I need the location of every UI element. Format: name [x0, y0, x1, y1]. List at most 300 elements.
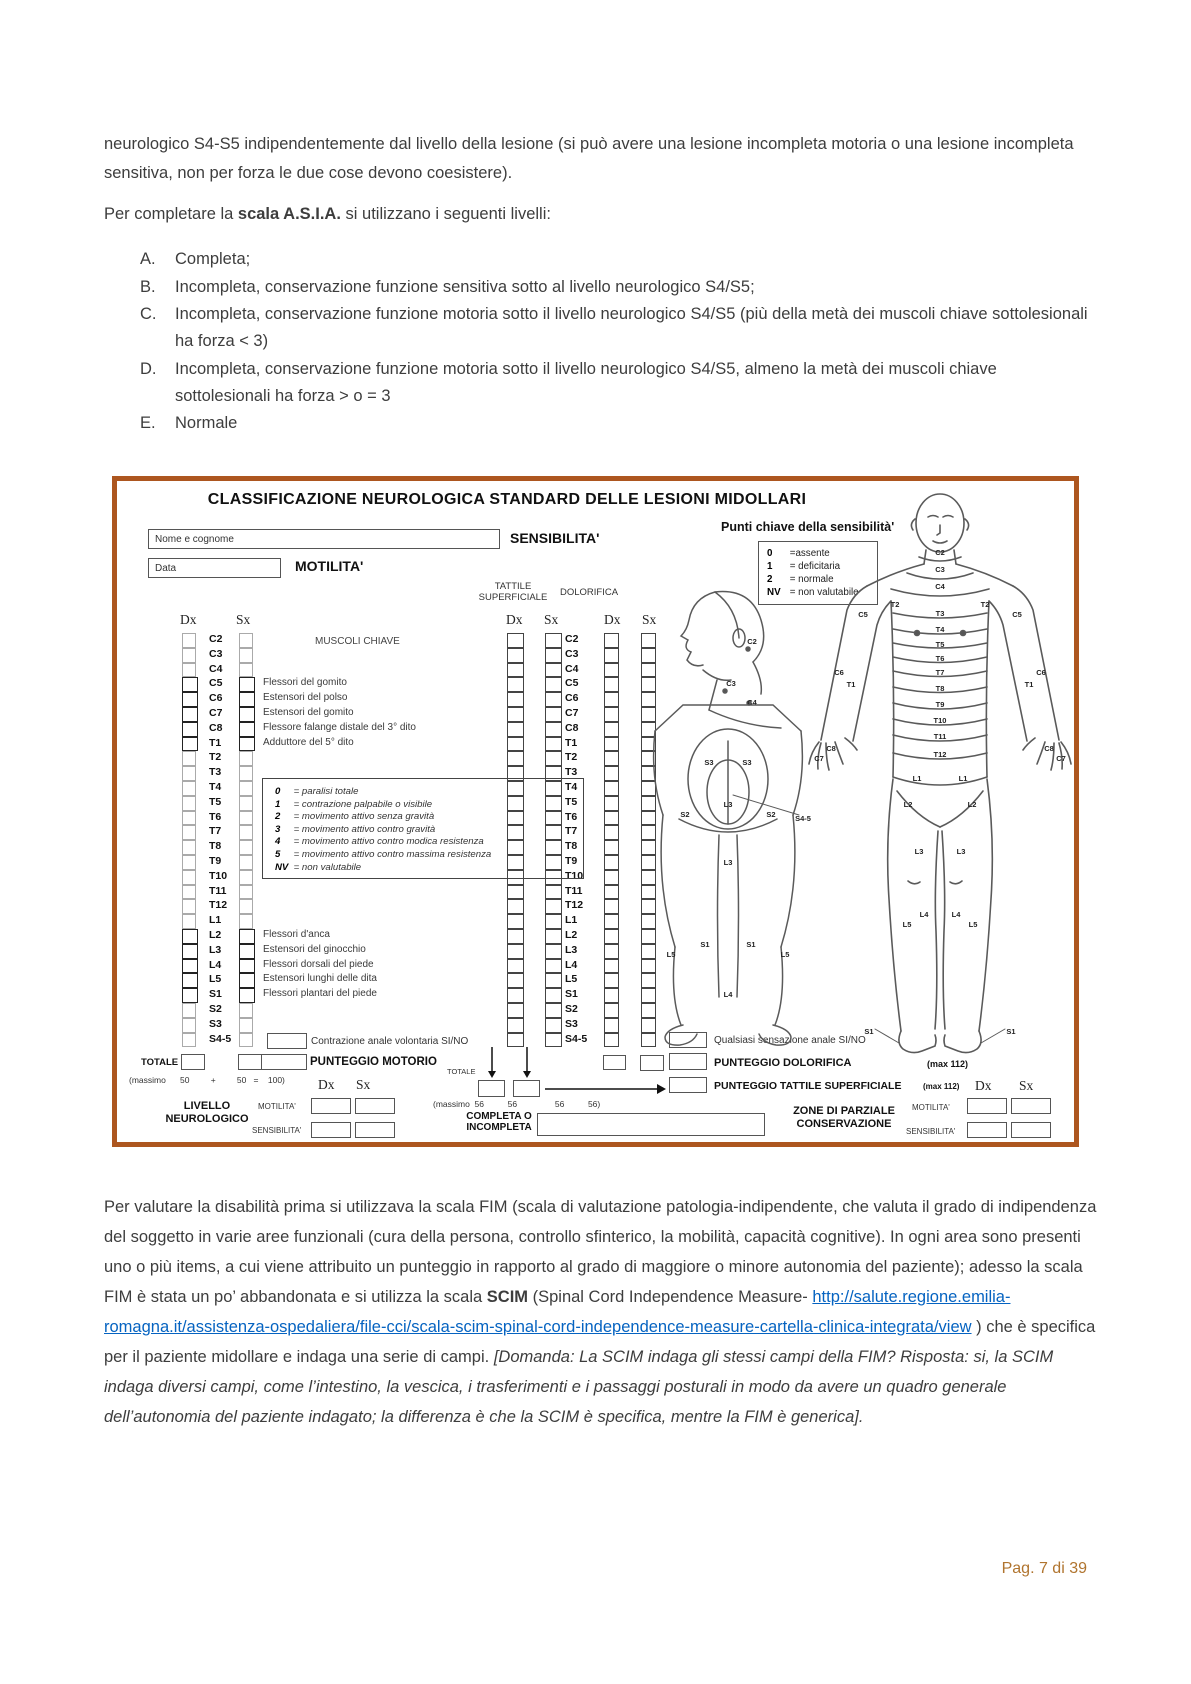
dermatome-label-L4: L4 — [723, 990, 733, 999]
motor-sx-box-T9[interactable] — [239, 855, 253, 870]
tattile-total-dx-box[interactable] — [478, 1080, 505, 1097]
motor-sx-box-L3[interactable] — [239, 944, 255, 959]
motor-sx-box-L4[interactable] — [239, 959, 255, 974]
dermatome-label-S3: S3 — [742, 758, 752, 767]
motor-dx-box-C2[interactable] — [182, 633, 196, 648]
motor-sx-box-T3[interactable] — [239, 766, 253, 781]
motor-level-label: S4-5 — [209, 1032, 232, 1045]
dolorifica-dx-box-L5[interactable] — [604, 973, 619, 988]
motor-dx-box-C6[interactable] — [182, 692, 198, 707]
tattile-sx-box-L4[interactable] — [545, 959, 562, 974]
tattile-dx-box-S4-5[interactable] — [507, 1033, 524, 1048]
paragraph-fim-scim — [104, 1192, 1104, 1432]
dolorifica-dx-box-C2[interactable] — [604, 633, 619, 648]
motor-dx-box-S4-5[interactable] — [182, 1033, 196, 1048]
motor-dx-box-T2[interactable] — [182, 751, 196, 766]
list-text: Incompleta, conservazione funzione sensitiva sotto al livello neurologico S4/S5; — [175, 277, 755, 296]
date-field[interactable] — [148, 558, 281, 578]
dermatome-label-T12: T12 — [933, 750, 947, 759]
motor-sx-box-S2[interactable] — [239, 1003, 253, 1018]
muscle-label: Estensori del ginocchio — [263, 943, 366, 955]
motor-dx-box-T6[interactable] — [182, 811, 196, 826]
tattile-dx-box-C4[interactable] — [507, 663, 524, 678]
sensory-level-label: T2 — [565, 751, 578, 764]
dolorifica-sx-box-C5[interactable] — [641, 677, 656, 692]
zone-sensibilita-label: SENSIBILITA' — [906, 1127, 956, 1136]
motor-dx-box-L4[interactable] — [182, 959, 198, 974]
dermatome-label-C2: C2 — [935, 548, 945, 557]
asia-pre: Per completare la — [104, 205, 238, 223]
sensory-level-label: T5 — [565, 795, 578, 808]
tattile-dx-box-C2[interactable] — [507, 633, 524, 648]
motor-dx-box-T10[interactable] — [182, 870, 196, 885]
livello-motilita-label: MOTILITA' — [258, 1102, 296, 1111]
list-item-b — [140, 274, 1090, 301]
dolorifica-dx-box-L4[interactable] — [604, 959, 619, 974]
tattile-dx-box-S1[interactable] — [507, 988, 524, 1003]
motor-scale-line: 5 = movimento attivo contro massima resistenza — [275, 848, 492, 860]
motor-sx-box-T6[interactable] — [239, 811, 253, 826]
motor-level-label: C3 — [209, 647, 223, 660]
sensibilita-header: SENSIBILITA' — [510, 530, 600, 546]
sensory-row-C2 — [507, 633, 677, 648]
motor-sx-box-T2[interactable] — [239, 751, 253, 766]
dermatome-label-C6: C6 — [1036, 668, 1046, 677]
dolorifica-dx-box-S2[interactable] — [604, 1003, 619, 1018]
dermatome-label-L5: L5 — [666, 950, 676, 959]
dermatome-label-L5: L5 — [902, 920, 912, 929]
motor-level-label: L1 — [209, 914, 222, 927]
muscoli-chiave-header: MUSCOLI CHIAVE — [315, 636, 400, 647]
sensory-level-label: L5 — [565, 973, 578, 986]
tattile-sx-box-T11[interactable] — [545, 885, 562, 900]
tattile-dx-box-S2[interactable] — [507, 1003, 524, 1018]
sensory-scale-line: 1 = deficitaria — [767, 561, 841, 572]
scim-tail: ) che è specifica per il paziente midollare e indaga una serie di campi. — [104, 1318, 1096, 1366]
fim-text: Per valutare la disabilità prima si utilizzava la scala FIM (scala di valutazione patologia-indipendente, che valuta il grado di indipendenza del soggetto in varie aree funzionali (cura della persona, controllo sfinterico, la mobilità, capacità cognitive). In ogni area sono presenti uno o più items, a cui viene attribuito un punteggio in rapporto al grado di maggiore o minore autonomia del paziente); adesso la scala FIM è stata un po’ abbandonata e si utilizza la scala — [104, 1198, 1097, 1306]
dermatome-label-T11: T11 — [933, 732, 947, 741]
muscle-label: Adduttore del 5° dito — [263, 736, 354, 748]
motor-sx-box-T10[interactable] — [239, 870, 253, 885]
dolorifica-dx-box-T6[interactable] — [604, 811, 619, 826]
dolorifica-dx-box-L3[interactable] — [604, 944, 619, 959]
dolorifica-dx-header: Dx — [604, 612, 621, 627]
livello-sensibilita-dx-box[interactable] — [311, 1122, 351, 1138]
dermatome-label-C8: C8 — [1044, 744, 1054, 753]
punteggio-tattile-box[interactable] — [669, 1077, 707, 1093]
motor-level-label: T6 — [209, 810, 222, 823]
tattile-dx-box-S3[interactable] — [507, 1018, 524, 1033]
motor-level-label: C5 — [209, 677, 223, 690]
sensory-level-label: T1 — [565, 736, 578, 749]
contrazione-anale-label: Contrazione anale volontaria SI/NO — [311, 1036, 469, 1047]
dermatome-label-T4: T4 — [935, 625, 945, 634]
tattile-sx-box-T1[interactable] — [545, 737, 562, 752]
sensory-scale-line: 2 = normale — [767, 574, 834, 585]
zone-motilita-dx-box[interactable] — [967, 1098, 1007, 1114]
sensory-level-label: C8 — [565, 721, 579, 734]
tattile-dx-box-L4[interactable] — [507, 959, 524, 974]
tattile-dx-box-T1[interactable] — [507, 737, 524, 752]
tattile-dx-box-C5[interactable] — [507, 677, 524, 692]
dolorifica-dx-box-C6[interactable] — [604, 692, 619, 707]
motor-sx-box-C5[interactable] — [239, 677, 255, 692]
domanda-italic: [Domanda: La SCIM indaga gli stessi campi della FIM? Risposta: si, la SCIM indaga diversi campi, come l’intestino, la vescica, i trasferimenti e i passaggi posturali in modo da avere un quadro generale dell’autonomia del paziente indagato; la differenza è che la SCIM è specifica, mentre la FIM è generica]. — [104, 1348, 1054, 1426]
dolorifica-dx-box-S4-5[interactable] — [604, 1033, 619, 1048]
tattile-sx-box-C8[interactable] — [545, 722, 562, 737]
tattile-dx-box-C3[interactable] — [507, 648, 524, 663]
motor-sx-box-C6[interactable] — [239, 692, 255, 707]
list-item-d — [140, 356, 1090, 410]
motor-level-label: C8 — [209, 721, 223, 734]
dermatome-label-L3: L3 — [914, 847, 924, 856]
motor-sx-box-T8[interactable] — [239, 840, 253, 855]
motor-dx-box-L1[interactable] — [182, 914, 196, 929]
dolorifica-dx-box-T12[interactable] — [604, 899, 619, 914]
tattile-sx-box-L2[interactable] — [545, 929, 562, 944]
motor-level-label: T9 — [209, 855, 222, 867]
date-field-label: Data — [155, 563, 177, 574]
motor-dx-box-L2[interactable] — [182, 929, 198, 944]
list-letter: C. — [140, 305, 157, 323]
motor-level-label: L3 — [209, 943, 222, 956]
asia-post: si utilizzano i seguenti livelli: — [340, 205, 551, 223]
motor-dx-box-L5[interactable] — [182, 973, 198, 988]
tattile-dx-header: Dx — [506, 612, 523, 627]
sensory-level-label: T11 — [565, 884, 583, 897]
sensory-level-label: C6 — [565, 692, 579, 705]
dermatome-label-C6: C6 — [834, 668, 844, 677]
dolorifica-dx-box-S3[interactable] — [604, 1018, 619, 1033]
dolorifica-sx-box-C3[interactable] — [641, 648, 656, 663]
dolorifica-dx-box-T9[interactable] — [604, 855, 619, 870]
tattile-dx-box-T11[interactable] — [507, 885, 524, 900]
livello-motilita-sx-box[interactable] — [355, 1098, 395, 1114]
dolorifica-sx-box-C2[interactable] — [641, 633, 656, 648]
motor-total-dx-box[interactable] — [181, 1054, 205, 1070]
motor-sx-box-T4[interactable] — [239, 781, 253, 796]
dolorifica-dx-box-L1[interactable] — [604, 914, 619, 929]
dermatome-label-L1: L1 — [958, 774, 968, 783]
dermatome-label-T7: T7 — [935, 668, 945, 677]
massimo-sensorio-label: (massimo 56 56 56 56) — [433, 1099, 601, 1109]
motor-total-sx-box[interactable] — [238, 1054, 262, 1070]
list-text: Incompleta, conservazione funzione motoria sotto il livello neurologico S4/S5, almeno la metà dei muscoli chiave sottolesionali ha forza > o = 3 — [175, 359, 997, 405]
sensory-row-C5 — [507, 677, 677, 692]
sensory-level-label: L3 — [565, 943, 578, 956]
dolorifica-dx-box-T1[interactable] — [604, 737, 619, 752]
sensory-scale-line: 0 =assente — [767, 548, 830, 559]
sensory-level-label: L1 — [565, 914, 578, 927]
dolorifica-dx-box-S1[interactable] — [604, 988, 619, 1003]
dermatome-label-T9: T9 — [935, 700, 945, 709]
tattile-sx-box-T12[interactable] — [545, 899, 562, 914]
tattile-sx-box-S1[interactable] — [545, 988, 562, 1003]
motor-dx-box-T1[interactable] — [182, 737, 198, 752]
sensory-level-label: T4 — [565, 781, 578, 793]
muscle-label: Flessori dorsali del piede — [263, 958, 374, 970]
sensory-scale-line: NV = non valutabile — [767, 587, 859, 598]
dermatome-label-S1: S1 — [746, 940, 756, 949]
dolorifica-dx-box-L2[interactable] — [604, 929, 619, 944]
motor-scale-line: 1 = contrazione palpabile o visibile — [275, 798, 433, 810]
dermatome-label-C4: C4 — [747, 698, 757, 707]
motor-sx-box-T1[interactable] — [239, 737, 255, 752]
muscle-label: Flessore falange distale del 3° dito — [263, 721, 416, 733]
motor-sx-box-C2[interactable] — [239, 633, 253, 648]
dolorifica-max-label: (max 112) — [927, 1059, 969, 1069]
tattile-sx-box-L3[interactable] — [545, 944, 562, 959]
page-number: Pag. 7 di 39 — [1001, 1560, 1087, 1577]
tattile-sx-box-T2[interactable] — [545, 751, 562, 766]
motor-dx-box-S2[interactable] — [182, 1003, 196, 1018]
motor-scale-line: 3 = movimento attivo contro gravità — [275, 823, 436, 835]
dolorifica-header: DOLORIFICA — [560, 587, 619, 598]
tattile-sx-box-S3[interactable] — [545, 1018, 562, 1033]
motor-dx-box-C7[interactable] — [182, 707, 198, 722]
motor-sx-box-T11[interactable] — [239, 885, 253, 900]
zone-sensibilita-sx-box[interactable] — [1011, 1122, 1051, 1138]
motor-dx-box-T9[interactable] — [182, 855, 196, 870]
dolorifica-dx-box-T10[interactable] — [604, 870, 619, 885]
sensory-legend-title: Punti chiave della sensibilità' — [721, 520, 895, 534]
motor-sx-box-T12[interactable] — [239, 899, 253, 914]
dolorifica-dx-box-T5[interactable] — [604, 796, 619, 811]
motor-sx-box-C3[interactable] — [239, 648, 253, 663]
motor-sx-box-S1[interactable] — [239, 988, 255, 1003]
motor-scale-line: 0 = paralisi totale — [275, 786, 359, 797]
dolorifica-sx-box-C4[interactable] — [641, 663, 656, 678]
tattile-header: TATTILE SUPERFICIALE — [478, 581, 548, 603]
tattile-sx-box-S4-5[interactable] — [545, 1033, 562, 1048]
dolorifica-dx-box-T7[interactable] — [604, 825, 619, 840]
sensory-level-label: T10 — [565, 869, 584, 882]
dermatome-label-L5: L5 — [968, 920, 978, 929]
dolorifica-dx-box-C5[interactable] — [604, 677, 619, 692]
motor-level-label: T11 — [209, 884, 227, 897]
dolorifica-dx-box-C3[interactable] — [604, 648, 619, 663]
motor-scale-line: 2 = movimento attivo senza gravità — [275, 811, 435, 823]
list-text: Completa; — [175, 250, 251, 268]
tattile-sx-box-C6[interactable] — [545, 692, 562, 707]
motor-level-label: T8 — [209, 840, 222, 853]
dolorifica-dx-box-T11[interactable] — [604, 885, 619, 900]
motor-sx-box-L5[interactable] — [239, 973, 255, 988]
sensory-level-label: C2 — [565, 633, 579, 645]
motor-scale-line: 4 = movimento attivo contro modica resistenza — [275, 836, 484, 848]
motor-dx-header: Dx — [180, 612, 197, 627]
motor-dx-box-T7[interactable] — [182, 825, 196, 840]
dermatome-label-T10: T10 — [933, 716, 947, 725]
sensory-level-label: T8 — [565, 840, 578, 853]
zone-motilita-label: MOTILITA' — [912, 1103, 950, 1112]
tattile-dx-box-C7[interactable] — [507, 707, 524, 722]
motor-sx-box-L1[interactable] — [239, 914, 253, 929]
dermatome-label-T6: T6 — [935, 654, 945, 663]
motor-level-label: C6 — [209, 692, 223, 705]
list-item-a — [140, 246, 1090, 273]
dermatome-label-L4: L4 — [951, 910, 961, 919]
motor-total-sum-box[interactable] — [261, 1054, 307, 1070]
contrazione-anale-box[interactable] — [267, 1033, 307, 1049]
dermatome-label-C3: C3 — [935, 565, 945, 574]
motor-dx-box-T11[interactable] — [182, 885, 196, 900]
motor-dx-box-T3[interactable] — [182, 766, 196, 781]
dermatome-label-C7: C7 — [1056, 754, 1066, 763]
sensory-row-C4 — [507, 663, 677, 678]
dermatome-label-S2: S2 — [680, 810, 690, 819]
livello-motilita-dx-box[interactable] — [311, 1098, 351, 1114]
dermatome-label-C5: C5 — [858, 610, 868, 619]
dermatome-label-C7: C7 — [814, 754, 824, 763]
name-field[interactable] — [148, 529, 500, 549]
motor-dx-box-S1[interactable] — [182, 988, 198, 1003]
tattile-sx-box-C4[interactable] — [545, 663, 562, 678]
sensory-level-label: L2 — [565, 929, 578, 941]
list-text: Incompleta, conservazione funzione motoria sotto il livello neurologico S4/S5 (più della metà dei muscoli chiave sottolesionali ha forza < 3) — [175, 305, 1088, 350]
motor-level-label: S1 — [209, 988, 222, 1001]
motor-dx-box-C8[interactable] — [182, 722, 198, 737]
motor-sx-box-C4[interactable] — [239, 663, 253, 678]
dolorifica-dx-box-C8[interactable] — [604, 722, 619, 737]
dermatome-label-T1: T1 — [1024, 680, 1034, 689]
scim-paren: (Spinal Cord Independence Measure- — [528, 1288, 813, 1306]
motor-sx-box-T5[interactable] — [239, 796, 253, 811]
motor-dx-box-T4[interactable] — [182, 781, 196, 796]
motor-level-label: C7 — [209, 707, 223, 719]
motor-level-label: T3 — [209, 766, 222, 779]
dermatome-label-L4: L4 — [919, 910, 929, 919]
motor-dx-box-T8[interactable] — [182, 840, 196, 855]
tattile-total-sx-box[interactable] — [513, 1080, 540, 1097]
tattile-sx-box-L5[interactable] — [545, 973, 562, 988]
sensory-level-label: S4-5 — [565, 1032, 588, 1045]
motor-scale-line: NV = non valutabile — [275, 861, 362, 873]
sensory-level-label: T12 — [565, 899, 584, 912]
sensazione-anale-label: Qualsiasi sensazione anale SI/NO — [714, 1035, 866, 1046]
motor-sx-box-C7[interactable] — [239, 707, 255, 722]
dolorifica-dx-box-T3[interactable] — [604, 766, 619, 781]
list-item-e — [140, 410, 1090, 437]
tattile-sx-box-C3[interactable] — [545, 648, 562, 663]
motor-dx-box-S3[interactable] — [182, 1018, 196, 1033]
dermatome-label-L3: L3 — [723, 858, 733, 867]
punteggio-motorio-label: PUNTEGGIO MOTORIO — [310, 1056, 437, 1068]
motor-dx-box-T12[interactable] — [182, 899, 196, 914]
dolorifica-dx-box-T4[interactable] — [604, 781, 619, 796]
motor-sx-box-S4-5[interactable] — [239, 1033, 253, 1048]
muscle-label: Estensori lunghi delle dita — [263, 973, 377, 985]
motor-dx-box-C3[interactable] — [182, 648, 196, 663]
dermatome-label-T5: T5 — [935, 640, 945, 649]
form-title: CLASSIFICAZIONE NEUROLOGICA STANDARD DELLE LESIONI MIDOLLARI — [207, 491, 807, 508]
name-field-label: Nome e cognome — [155, 534, 234, 545]
dermatome-label-T3: T3 — [935, 609, 945, 618]
dolorifica-total-dx-box[interactable] — [603, 1055, 626, 1070]
livello-sensibilita-sx-box[interactable] — [355, 1122, 395, 1138]
motor-totale-label: TOTALE — [141, 1057, 179, 1068]
motor-level-label: L4 — [209, 958, 222, 971]
livello-dx-header: Dx — [318, 1077, 335, 1092]
muscle-label: Estensori del polso — [263, 692, 348, 704]
zone-motilita-sx-box[interactable] — [1011, 1098, 1051, 1114]
motor-level-label: C4 — [209, 662, 223, 675]
list-letter: A. — [140, 250, 156, 268]
zone-parziale-label: ZONE DI PARZIALE CONSERVAZIONE — [793, 1105, 895, 1130]
dermatome-label-S1: S1 — [700, 940, 710, 949]
sensory-level-label: C3 — [565, 647, 579, 660]
motor-dx-box-C4[interactable] — [182, 663, 196, 678]
dermatome-label-T2: T2 — [980, 600, 990, 609]
motor-dx-box-C5[interactable] — [182, 677, 198, 692]
punteggio-tattile-label: PUNTEGGIO TATTILE SUPERFICIALE — [714, 1080, 902, 1092]
tattile-sx-box-L1[interactable] — [545, 914, 562, 929]
scim-link[interactable]: http://salute.regione.emilia-romagna.it/assistenza-ospedaliera/file-cci/scala-scim-spinal-cord-independence-measure-cartella-clinica-integrata/view — [104, 1288, 1011, 1336]
motor-sx-box-S3[interactable] — [239, 1018, 253, 1033]
tattile-dx-box-C6[interactable] — [507, 692, 524, 707]
dolorifica-dx-box-C4[interactable] — [604, 663, 619, 678]
tattile-dx-box-L1[interactable] — [507, 914, 524, 929]
tattile-dx-box-T12[interactable] — [507, 899, 524, 914]
sensory-level-label: S3 — [565, 1017, 578, 1030]
punteggio-dolorifica-label: PUNTEGGIO DOLORIFICA — [714, 1057, 852, 1069]
sensory-level-label: T7 — [565, 825, 578, 838]
dolorifica-dx-box-T8[interactable] — [604, 840, 619, 855]
list-item-c — [140, 301, 1090, 355]
motor-level-label: T10 — [209, 869, 228, 882]
dolorifica-total-sx-box[interactable] — [640, 1055, 664, 1071]
sensory-totale-label: TOTALE — [447, 1067, 476, 1076]
tattile-dx-box-C8[interactable] — [507, 722, 524, 737]
punteggio-dolorifica-box[interactable] — [669, 1053, 707, 1070]
dermatome-label-L2: L2 — [967, 800, 977, 809]
tattile-sx-box-C7[interactable] — [545, 707, 562, 722]
tattile-dx-box-L5[interactable] — [507, 973, 524, 988]
motor-sx-box-L2[interactable] — [239, 929, 255, 944]
dolorifica-dx-box-C7[interactable] — [604, 707, 619, 722]
dermatome-label-S2: S2 — [766, 810, 776, 819]
tattile-sx-box-C5[interactable] — [545, 677, 562, 692]
list-letter: B. — [140, 277, 156, 296]
paragraph-asia — [104, 200, 1094, 229]
dolorifica-dx-box-T2[interactable] — [604, 751, 619, 766]
motor-level-label: S2 — [209, 1003, 222, 1015]
tattile-sx-box-S2[interactable] — [545, 1003, 562, 1018]
dermatome-label-C5: C5 — [1012, 610, 1022, 619]
dermatome-label-S1: S1 — [864, 1027, 874, 1036]
motor-level-label: L2 — [209, 929, 222, 941]
tattile-dx-box-L3[interactable] — [507, 944, 524, 959]
sensory-level-label: C5 — [565, 677, 579, 690]
tattile-sx-box-C2[interactable] — [545, 633, 562, 648]
motor-sx-box-T7[interactable] — [239, 825, 253, 840]
tattile-dx-box-L2[interactable] — [507, 929, 524, 944]
livello-neurologico-label: LIVELLO NEUROLOGICO — [165, 1100, 249, 1125]
tattile-dx-box-T2[interactable] — [507, 751, 524, 766]
list-letter: E. — [140, 414, 156, 432]
muscle-label: Estensori del gomito — [263, 707, 354, 718]
massimo-motorio-label: (massimo 50 + 50 = 100) — [129, 1075, 285, 1085]
motor-dx-box-T5[interactable] — [182, 796, 196, 811]
motor-dx-box-L3[interactable] — [182, 944, 198, 959]
motor-sx-box-C8[interactable] — [239, 722, 255, 737]
dermatome-label-L3: L3 — [956, 847, 966, 856]
zone-sensibilita-dx-box[interactable] — [967, 1122, 1007, 1138]
motor-sx-header: Sx — [236, 612, 251, 627]
sensory-level-label: S1 — [565, 988, 578, 1001]
completa-incompleta-box[interactable] — [537, 1113, 765, 1136]
list-text: Normale — [175, 414, 238, 432]
